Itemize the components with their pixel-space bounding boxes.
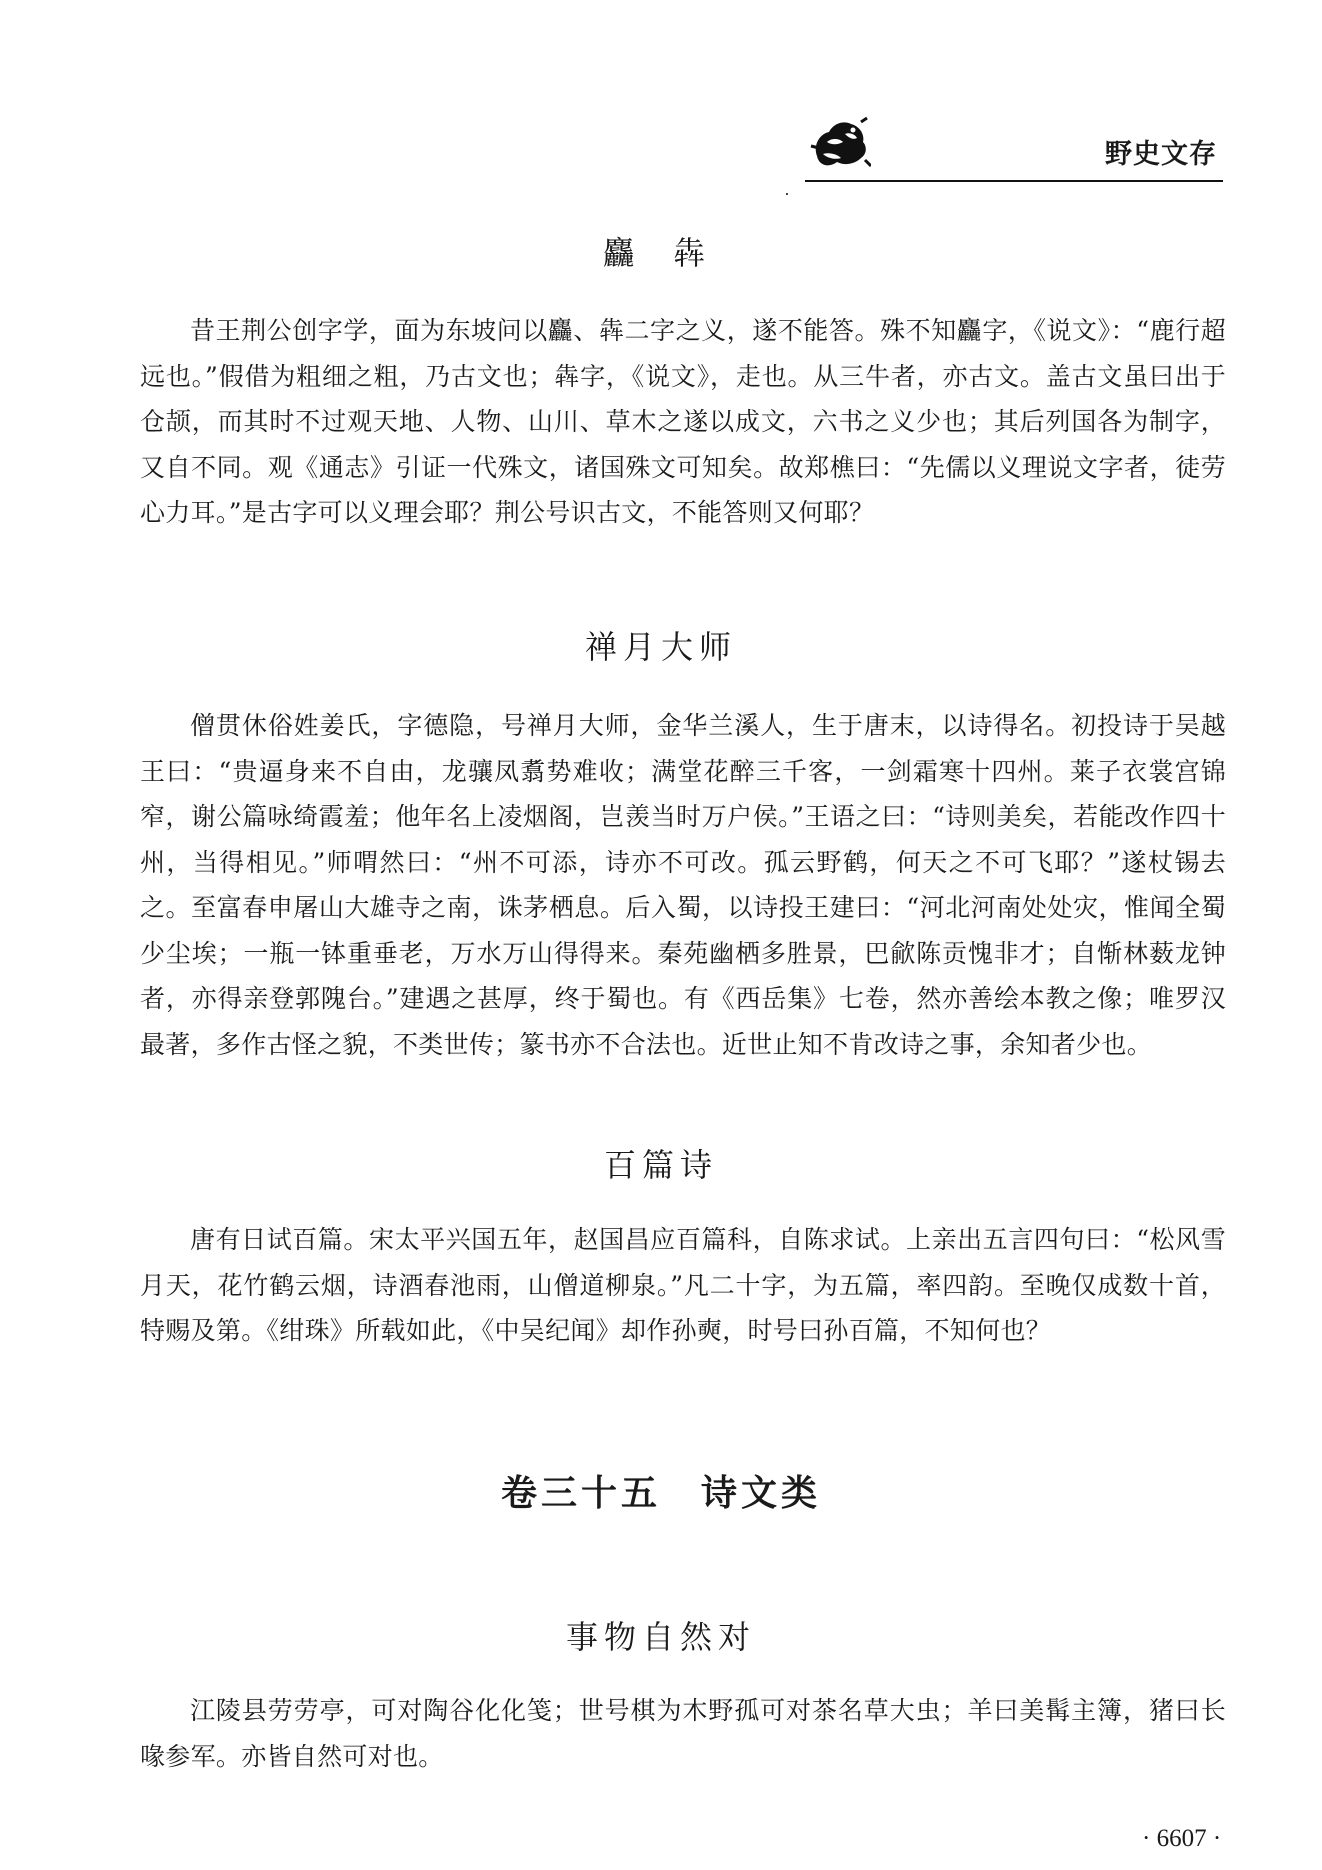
dragon-emblem-icon bbox=[809, 116, 871, 172]
speck bbox=[786, 193, 788, 195]
header-title: 野史文存 bbox=[1105, 139, 1217, 170]
section-body: 昔王荆公创字学，面为东坡问以麤、犇二字之义，遂不能答。殊不知麤字，《说文》：“鹿行超远也。”假借为粗细之粗，乃古文也；犇字，《说文》，走也。从三牛者，亦古文。盖古文虽曰出于仓颉，而其时不过观天地、人物、山川、草木之遂以成文，六书之义少也；其后列国各为制字，又自不同。观《通志》引证一代殊文，诸国殊文可知矣。故郑樵曰：“先儒以义理说文字者，徒劳心力耳。”是古字可以义理会耶？荆公号识古文，不能答则又何耶？ bbox=[140, 316, 1226, 527]
page-number: · 6607 · bbox=[1142, 1825, 1222, 1852]
section-body: 唐有日试百篇。宋太平兴国五年，赵国昌应百篇科，自陈求试。上亲出五言四句曰：“松风雪月天，花竹鹤云烟，诗酒春池雨，山僧道柳泉。”凡二十字，为五篇，率四韵。至晚仅成数十首，特赐及第。《绀珠》所载如此，《中吴纪闻》却作孙奭，时号曰孙百篇，不知何也？ bbox=[140, 1225, 1226, 1345]
section-body: 江陵县劳劳亭，可对陶谷化化笺；世号棋为木野孤可对茶名草大虫；羊曰美髯主簿，猪曰长喙参军。亦皆自然可对也。 bbox=[140, 1696, 1226, 1771]
section-title: 事物自然对 bbox=[565, 1618, 756, 1656]
header-rule bbox=[805, 180, 1223, 182]
chapter-title: 卷三十五 诗文类 bbox=[500, 1473, 821, 1514]
section-title: 百篇诗 bbox=[603, 1146, 718, 1184]
section-title: 禅月大师 bbox=[584, 628, 737, 666]
section-body: 僧贯休俗姓姜氏，字德隐，号禅月大师，金华兰溪人，生于唐末，以诗得名。初投诗于吴越王曰：“贵逼身来不自由，龙骧凤翥势难收；满堂花醉三千客，一剑霜寒十四州。莱子衣裳宫锦窄，谢公篇咏绮霞羞；他年名上凌烟阁，岂羡当时万户侯。”王语之曰：“诗则美矣，若能改作四十州，当得相见。”师喟然曰：“州不可添，诗亦不可改。孤云野鹤，何天之不可飞耶？”遂杖锡去之。至富春申屠山大雄寺之南，诛茅栖息。后入蜀，以诗投王建曰：“河北河南处处灾，惟闻全蜀少尘埃；一瓶一钵重垂老，万水万山得得来。秦苑幽栖多胜景，巴歈陈贡愧非才；自惭林薮龙钟者，亦得亲登郭隗台。”建遇之甚厚，终于蜀也。有《西岳集》七卷，然亦善绘本教之像；唯罗汉最著，多作古怪之貌，不类世传；篆书亦不合法也。近世止知不肯改诗之事，余知者少也。 bbox=[140, 711, 1226, 1059]
section-title: 麤 犇 bbox=[602, 234, 720, 272]
running-header bbox=[805, 112, 1223, 182]
